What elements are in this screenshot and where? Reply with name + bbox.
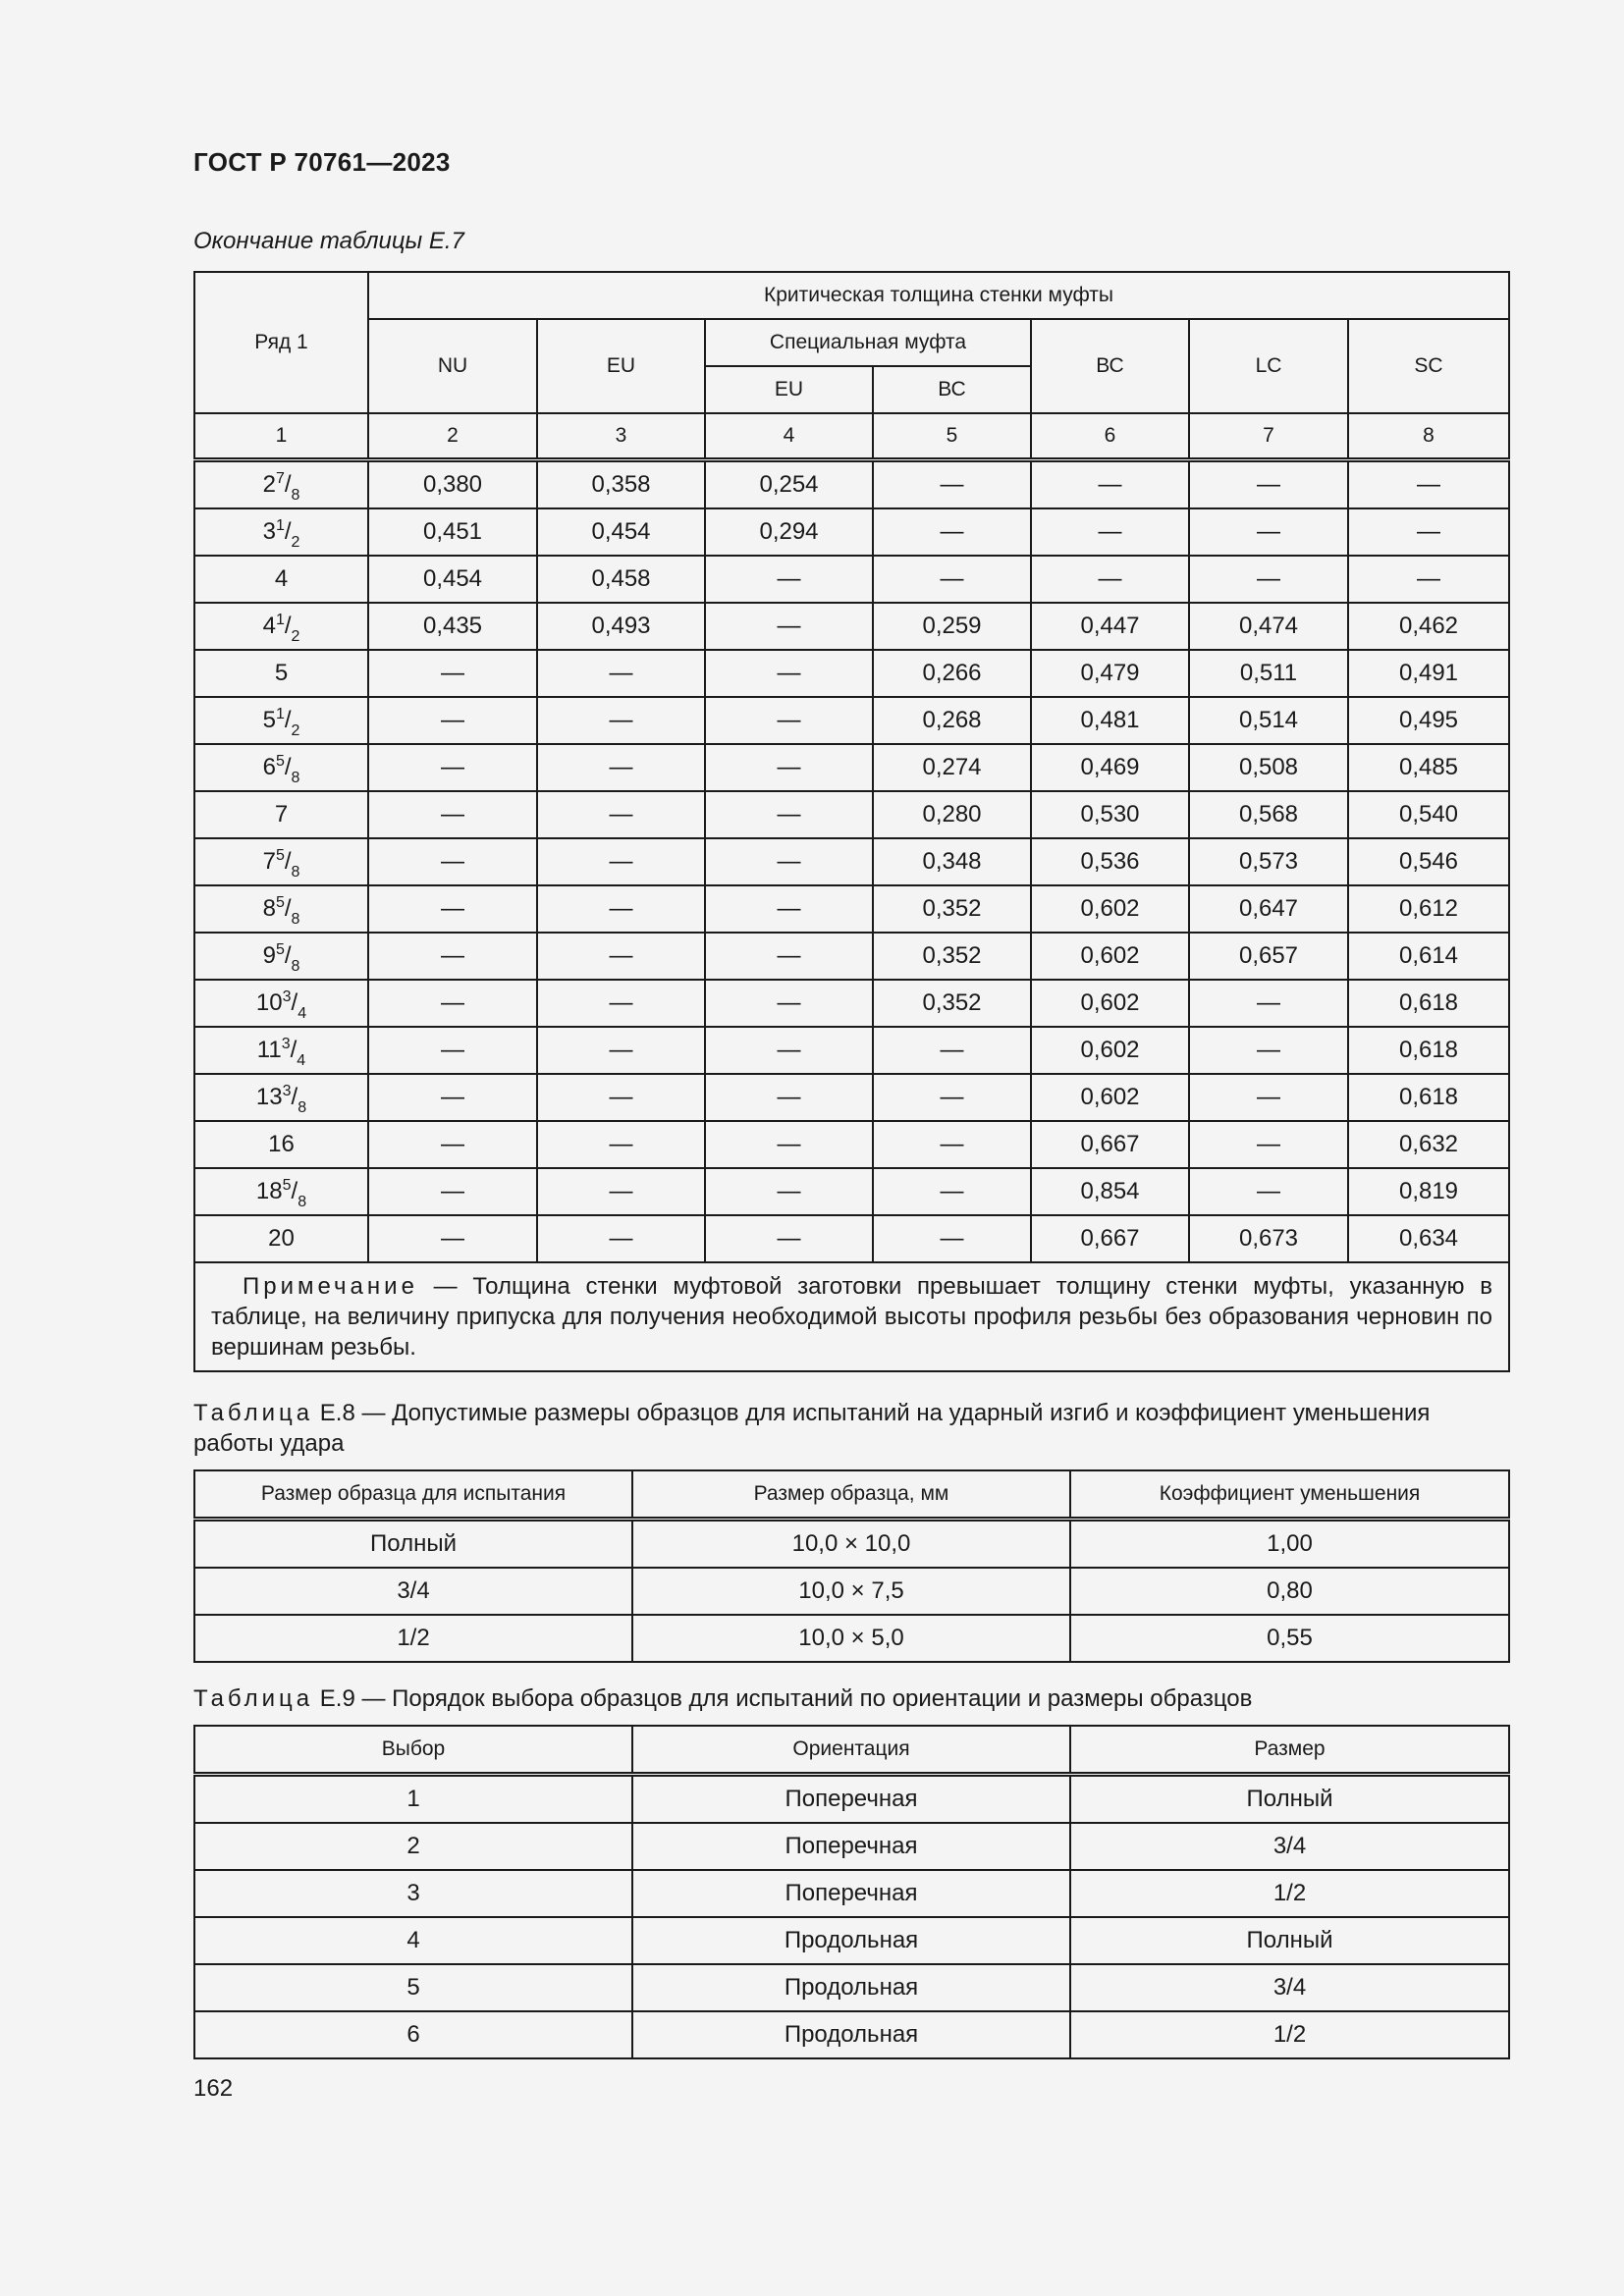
value-cell: 0,454 [368, 556, 537, 603]
size-cell [194, 1215, 368, 1262]
table-cell: 3 [194, 1870, 632, 1917]
table-e7-caption: Окончание таблицы Е.7 [193, 228, 464, 254]
size-whole: 7 [274, 801, 289, 828]
size-denominator: 2 [291, 534, 300, 551]
value-cell: — [537, 650, 705, 697]
size-denominator: 8 [298, 1194, 307, 1210]
col-header-lc: LC [1189, 319, 1348, 413]
row-header: Ряд 1 [194, 272, 368, 413]
size-denominator: 8 [291, 958, 300, 975]
size-denominator: 4 [298, 1005, 307, 1022]
size-numerator: 3 [281, 1036, 291, 1052]
col-number: 2 [368, 413, 537, 460]
col-header: Выбор [194, 1726, 632, 1775]
fraction-slash: / [284, 471, 292, 498]
value-cell: — [368, 1074, 537, 1121]
size-cell [194, 933, 368, 980]
value-cell: 0,657 [1189, 933, 1348, 980]
value-cell: 0,511 [1189, 650, 1348, 697]
table-row [194, 603, 1509, 650]
value-cell: — [368, 838, 537, 885]
table-row [194, 1568, 1509, 1615]
table-note [194, 1262, 1509, 1371]
value-cell: 0,352 [873, 980, 1031, 1027]
table-row [194, 1917, 1509, 1964]
value-cell: 0,294 [705, 508, 873, 556]
table-cell: 10,0 × 10,0 [632, 1520, 1070, 1569]
value-cell: — [368, 933, 537, 980]
value-cell: — [1189, 460, 1348, 509]
value-cell: 0,612 [1348, 885, 1509, 933]
table-cell: 4 [194, 1917, 632, 1964]
size-whole: 18 [255, 1178, 283, 1204]
value-cell: 0,454 [537, 508, 705, 556]
table-e9-caption [193, 1683, 1508, 1714]
fraction-slash: / [284, 613, 292, 639]
size-cell [194, 1027, 368, 1074]
value-cell: 0,380 [368, 460, 537, 509]
value-cell: 0,358 [537, 460, 705, 509]
col-header-eu: EU [537, 319, 705, 413]
col-number: 7 [1189, 413, 1348, 460]
size-numerator: 3 [282, 988, 292, 1005]
note-text: — Толщина стенки муфтовой заготовки превышает толщину стенки муфты, указанную в таблице, на величину припуска для получения необходимой высоты профиля резьбы без образования черновин по вершинам резьбы. [211, 1273, 1493, 1361]
table-row [194, 1520, 1509, 1569]
table-row [194, 1121, 1509, 1168]
value-cell: — [705, 650, 873, 697]
table-row [194, 1615, 1509, 1662]
table-cell: 3/4 [194, 1568, 632, 1615]
col-number: 6 [1031, 413, 1189, 460]
size-whole: 11 [256, 1037, 282, 1063]
value-cell: 0,266 [873, 650, 1031, 697]
col-number: 3 [537, 413, 705, 460]
value-cell: — [705, 791, 873, 838]
size-whole: 3 [262, 518, 276, 545]
value-cell: — [537, 933, 705, 980]
table-cell: 6 [194, 2011, 632, 2058]
table-cell: Поперечная [632, 1823, 1070, 1870]
size-numerator: 5 [275, 894, 285, 911]
value-cell: 0,540 [1348, 791, 1509, 838]
table-row [194, 1074, 1509, 1121]
table-cell: Продольная [632, 1964, 1070, 2011]
value-cell: — [1189, 1027, 1348, 1074]
size-numerator: 5 [282, 1177, 292, 1194]
table-row [194, 838, 1509, 885]
col-header-sc: SC [1348, 319, 1509, 413]
size-whole: 5 [262, 707, 276, 733]
value-cell: 0,485 [1348, 744, 1509, 791]
value-cell: 0,508 [1189, 744, 1348, 791]
group-header: Критическая толщина стенки муфты [368, 272, 1509, 319]
value-cell: 0,602 [1031, 1027, 1189, 1074]
fraction-slash: / [284, 707, 292, 733]
value-cell: — [1189, 1168, 1348, 1215]
value-cell: — [873, 1168, 1031, 1215]
size-cell [194, 603, 368, 650]
value-cell: — [705, 556, 873, 603]
size-cell [194, 650, 368, 697]
size-cell [194, 838, 368, 885]
table-cell: 3/4 [1070, 1823, 1509, 1870]
value-cell: — [1189, 556, 1348, 603]
fraction-slash: / [291, 1084, 298, 1110]
table-cell: 1 [194, 1775, 632, 1824]
table-e7 [193, 271, 1510, 1372]
table-cell: 0,80 [1070, 1568, 1509, 1615]
size-cell [194, 980, 368, 1027]
value-cell: — [537, 885, 705, 933]
size-whole: 5 [274, 660, 289, 686]
fraction-slash: / [291, 1178, 298, 1204]
value-cell: 0,618 [1348, 1074, 1509, 1121]
table-row [194, 885, 1509, 933]
value-cell: 0,602 [1031, 1074, 1189, 1121]
col-header: Размер образца для испытания [194, 1470, 632, 1520]
value-cell: — [705, 1121, 873, 1168]
table-cell: 1/2 [1070, 2011, 1509, 2058]
table-row [194, 1027, 1509, 1074]
col-number: 1 [194, 413, 368, 460]
table-cell: 1,00 [1070, 1520, 1509, 1569]
value-cell: — [705, 1215, 873, 1262]
col-header: Размер образца, мм [632, 1470, 1070, 1520]
fraction-slash: / [284, 942, 292, 969]
value-cell: — [368, 791, 537, 838]
value-cell: — [537, 1215, 705, 1262]
value-cell: — [873, 1215, 1031, 1262]
table-e9 [193, 1725, 1510, 2059]
value-cell: — [537, 1121, 705, 1168]
table-row [194, 650, 1509, 697]
size-numerator: 5 [275, 753, 285, 770]
table-e8-caption [193, 1398, 1508, 1459]
value-cell: — [873, 1074, 1031, 1121]
value-cell: — [537, 838, 705, 885]
value-cell: 0,602 [1031, 933, 1189, 980]
size-denominator: 8 [291, 770, 300, 786]
size-cell [194, 508, 368, 556]
size-cell [194, 885, 368, 933]
size-denominator: 8 [298, 1099, 307, 1116]
value-cell: — [705, 1027, 873, 1074]
col-number: 5 [873, 413, 1031, 460]
value-cell: 0,479 [1031, 650, 1189, 697]
value-cell: 0,495 [1348, 697, 1509, 744]
value-cell: — [873, 508, 1031, 556]
value-cell: 0,474 [1189, 603, 1348, 650]
size-numerator: 3 [282, 1083, 292, 1099]
value-cell: — [537, 1027, 705, 1074]
table-cell: Полный [1070, 1775, 1509, 1824]
value-cell: — [705, 838, 873, 885]
value-cell: 0,493 [537, 603, 705, 650]
size-whole: 10 [255, 989, 283, 1016]
value-cell: — [1031, 556, 1189, 603]
table-row [194, 1964, 1509, 2011]
size-denominator: 8 [291, 487, 300, 504]
value-cell: — [368, 650, 537, 697]
table-cell: Полный [194, 1520, 632, 1569]
value-cell: 0,673 [1189, 1215, 1348, 1262]
value-cell: 0,259 [873, 603, 1031, 650]
table-cell: 5 [194, 1964, 632, 2011]
value-cell: — [705, 1168, 873, 1215]
value-cell: — [705, 980, 873, 1027]
size-denominator: 8 [291, 864, 300, 881]
col-header-special-eu: EU [705, 366, 873, 413]
col-header: Ориентация [632, 1726, 1070, 1775]
size-denominator: 8 [291, 911, 300, 928]
value-cell: 0,514 [1189, 697, 1348, 744]
value-cell: 0,667 [1031, 1215, 1189, 1262]
caption-text: Е.9 — Порядок выбора образцов для испытаний по ориентации и размеры образцов [313, 1685, 1253, 1712]
document-header: ГОСТ Р 70761—2023 [193, 147, 451, 177]
size-cell [194, 556, 368, 603]
table-cell: 2 [194, 1823, 632, 1870]
value-cell: 0,274 [873, 744, 1031, 791]
size-cell [194, 460, 368, 509]
value-cell: 0,254 [705, 460, 873, 509]
value-cell: 0,491 [1348, 650, 1509, 697]
table-cell: Продольная [632, 1917, 1070, 1964]
caption-label: Таблица [193, 1400, 314, 1426]
value-cell: 0,546 [1348, 838, 1509, 885]
value-cell: 0,568 [1189, 791, 1348, 838]
fraction-slash: / [284, 895, 292, 922]
value-cell: — [705, 885, 873, 933]
table-row [194, 1775, 1509, 1824]
size-whole: 2 [262, 471, 276, 498]
value-cell: — [1348, 556, 1509, 603]
size-cell [194, 744, 368, 791]
table-cell: 3/4 [1070, 1964, 1509, 2011]
fraction-slash: / [284, 848, 292, 875]
table-row [194, 1823, 1509, 1870]
value-cell: — [873, 556, 1031, 603]
size-cell [194, 791, 368, 838]
table-row [194, 1215, 1509, 1262]
col-number: 4 [705, 413, 873, 460]
table-cell: Поперечная [632, 1775, 1070, 1824]
caption-text: Е.8 — Допустимые размеры образцов для испытаний на ударный изгиб и коэффициент уменьшения работы удара [193, 1400, 1431, 1457]
size-whole: 4 [262, 613, 276, 639]
size-denominator: 4 [297, 1052, 306, 1069]
value-cell: 0,458 [537, 556, 705, 603]
value-cell: — [368, 1027, 537, 1074]
value-cell: 0,632 [1348, 1121, 1509, 1168]
size-whole: 16 [268, 1131, 295, 1157]
value-cell: — [537, 744, 705, 791]
table-e8 [193, 1469, 1510, 1663]
table-cell: 1/2 [194, 1615, 632, 1662]
value-cell: 0,268 [873, 697, 1031, 744]
value-cell: — [537, 791, 705, 838]
value-cell: 0,854 [1031, 1168, 1189, 1215]
value-cell: 0,451 [368, 508, 537, 556]
col-header: Коэффициент уменьшения [1070, 1470, 1509, 1520]
size-whole: 9 [262, 942, 276, 969]
value-cell: — [1348, 460, 1509, 509]
value-cell: 0,352 [873, 933, 1031, 980]
size-whole: 8 [262, 895, 276, 922]
value-cell: — [873, 460, 1031, 509]
col-header-special-bc: ВС [873, 366, 1031, 413]
col-header-special: Специальная муфта [705, 319, 1031, 366]
value-cell: 0,435 [368, 603, 537, 650]
table-row [194, 791, 1509, 838]
value-cell: — [1189, 508, 1348, 556]
table-row [194, 460, 1509, 509]
value-cell: 0,667 [1031, 1121, 1189, 1168]
value-cell: 0,280 [873, 791, 1031, 838]
page-number: 162 [193, 2075, 234, 2102]
value-cell: — [705, 1074, 873, 1121]
value-cell: — [537, 1168, 705, 1215]
table-cell: 10,0 × 5,0 [632, 1615, 1070, 1662]
table-row [194, 556, 1509, 603]
value-cell: — [537, 697, 705, 744]
value-cell: 0,602 [1031, 980, 1189, 1027]
value-cell: — [368, 1168, 537, 1215]
size-numerator: 7 [275, 470, 285, 487]
value-cell: — [873, 1121, 1031, 1168]
value-cell: 0,573 [1189, 838, 1348, 885]
col-header-nu: NU [368, 319, 537, 413]
table-row [194, 1168, 1509, 1215]
value-cell: — [537, 980, 705, 1027]
value-cell: — [705, 933, 873, 980]
value-cell: — [873, 1027, 1031, 1074]
size-whole: 13 [255, 1084, 283, 1110]
value-cell: 0,348 [873, 838, 1031, 885]
value-cell: — [705, 603, 873, 650]
size-whole: 7 [262, 848, 276, 875]
table-cell: 0,55 [1070, 1615, 1509, 1662]
value-cell: 0,352 [873, 885, 1031, 933]
fraction-slash: / [291, 989, 298, 1016]
fraction-slash: / [284, 754, 292, 780]
table-row [194, 1870, 1509, 1917]
size-cell [194, 697, 368, 744]
size-numerator: 5 [275, 847, 285, 864]
table-cell: 10,0 × 7,5 [632, 1568, 1070, 1615]
value-cell: 0,536 [1031, 838, 1189, 885]
value-cell: 0,634 [1348, 1215, 1509, 1262]
table-row [194, 697, 1509, 744]
table-row [194, 980, 1509, 1027]
col-header: Размер [1070, 1726, 1509, 1775]
value-cell: 0,447 [1031, 603, 1189, 650]
value-cell: 0,819 [1348, 1168, 1509, 1215]
table-cell: 1/2 [1070, 1870, 1509, 1917]
table-row [194, 744, 1509, 791]
col-number: 8 [1348, 413, 1509, 460]
fraction-slash: / [290, 1037, 298, 1063]
table-row [194, 508, 1509, 556]
note-label: Примечание [243, 1273, 418, 1300]
table-cell: Продольная [632, 2011, 1070, 2058]
value-cell: 0,618 [1348, 1027, 1509, 1074]
value-cell: 0,647 [1189, 885, 1348, 933]
size-numerator: 1 [275, 612, 285, 628]
value-cell: — [368, 697, 537, 744]
size-cell [194, 1121, 368, 1168]
size-denominator: 2 [291, 722, 300, 739]
size-whole: 20 [268, 1225, 295, 1252]
value-cell: 0,602 [1031, 885, 1189, 933]
value-cell: — [705, 697, 873, 744]
value-cell: 0,481 [1031, 697, 1189, 744]
value-cell: — [368, 1121, 537, 1168]
value-cell: — [1348, 508, 1509, 556]
size-numerator: 1 [275, 517, 285, 534]
value-cell: — [1031, 508, 1189, 556]
value-cell: — [368, 980, 537, 1027]
size-numerator: 1 [275, 706, 285, 722]
value-cell: 0,614 [1348, 933, 1509, 980]
size-cell [194, 1074, 368, 1121]
size-whole: 6 [262, 754, 276, 780]
size-whole: 4 [274, 565, 289, 592]
value-cell: — [1189, 980, 1348, 1027]
size-numerator: 5 [275, 941, 285, 958]
value-cell: — [368, 1215, 537, 1262]
value-cell: 0,469 [1031, 744, 1189, 791]
fraction-slash: / [284, 518, 292, 545]
caption-label: Таблица [193, 1685, 314, 1712]
value-cell: — [537, 1074, 705, 1121]
value-cell: — [1189, 1121, 1348, 1168]
value-cell: — [368, 885, 537, 933]
value-cell: 0,618 [1348, 980, 1509, 1027]
size-denominator: 2 [291, 628, 300, 645]
value-cell: — [705, 744, 873, 791]
value-cell: 0,530 [1031, 791, 1189, 838]
value-cell: — [368, 744, 537, 791]
table-cell: Полный [1070, 1917, 1509, 1964]
table-row [194, 933, 1509, 980]
table-cell: Поперечная [632, 1870, 1070, 1917]
size-cell [194, 1168, 368, 1215]
col-header-bc: ВС [1031, 319, 1189, 413]
table-row [194, 2011, 1509, 2058]
value-cell: — [1031, 460, 1189, 509]
value-cell: 0,462 [1348, 603, 1509, 650]
value-cell: — [1189, 1074, 1348, 1121]
